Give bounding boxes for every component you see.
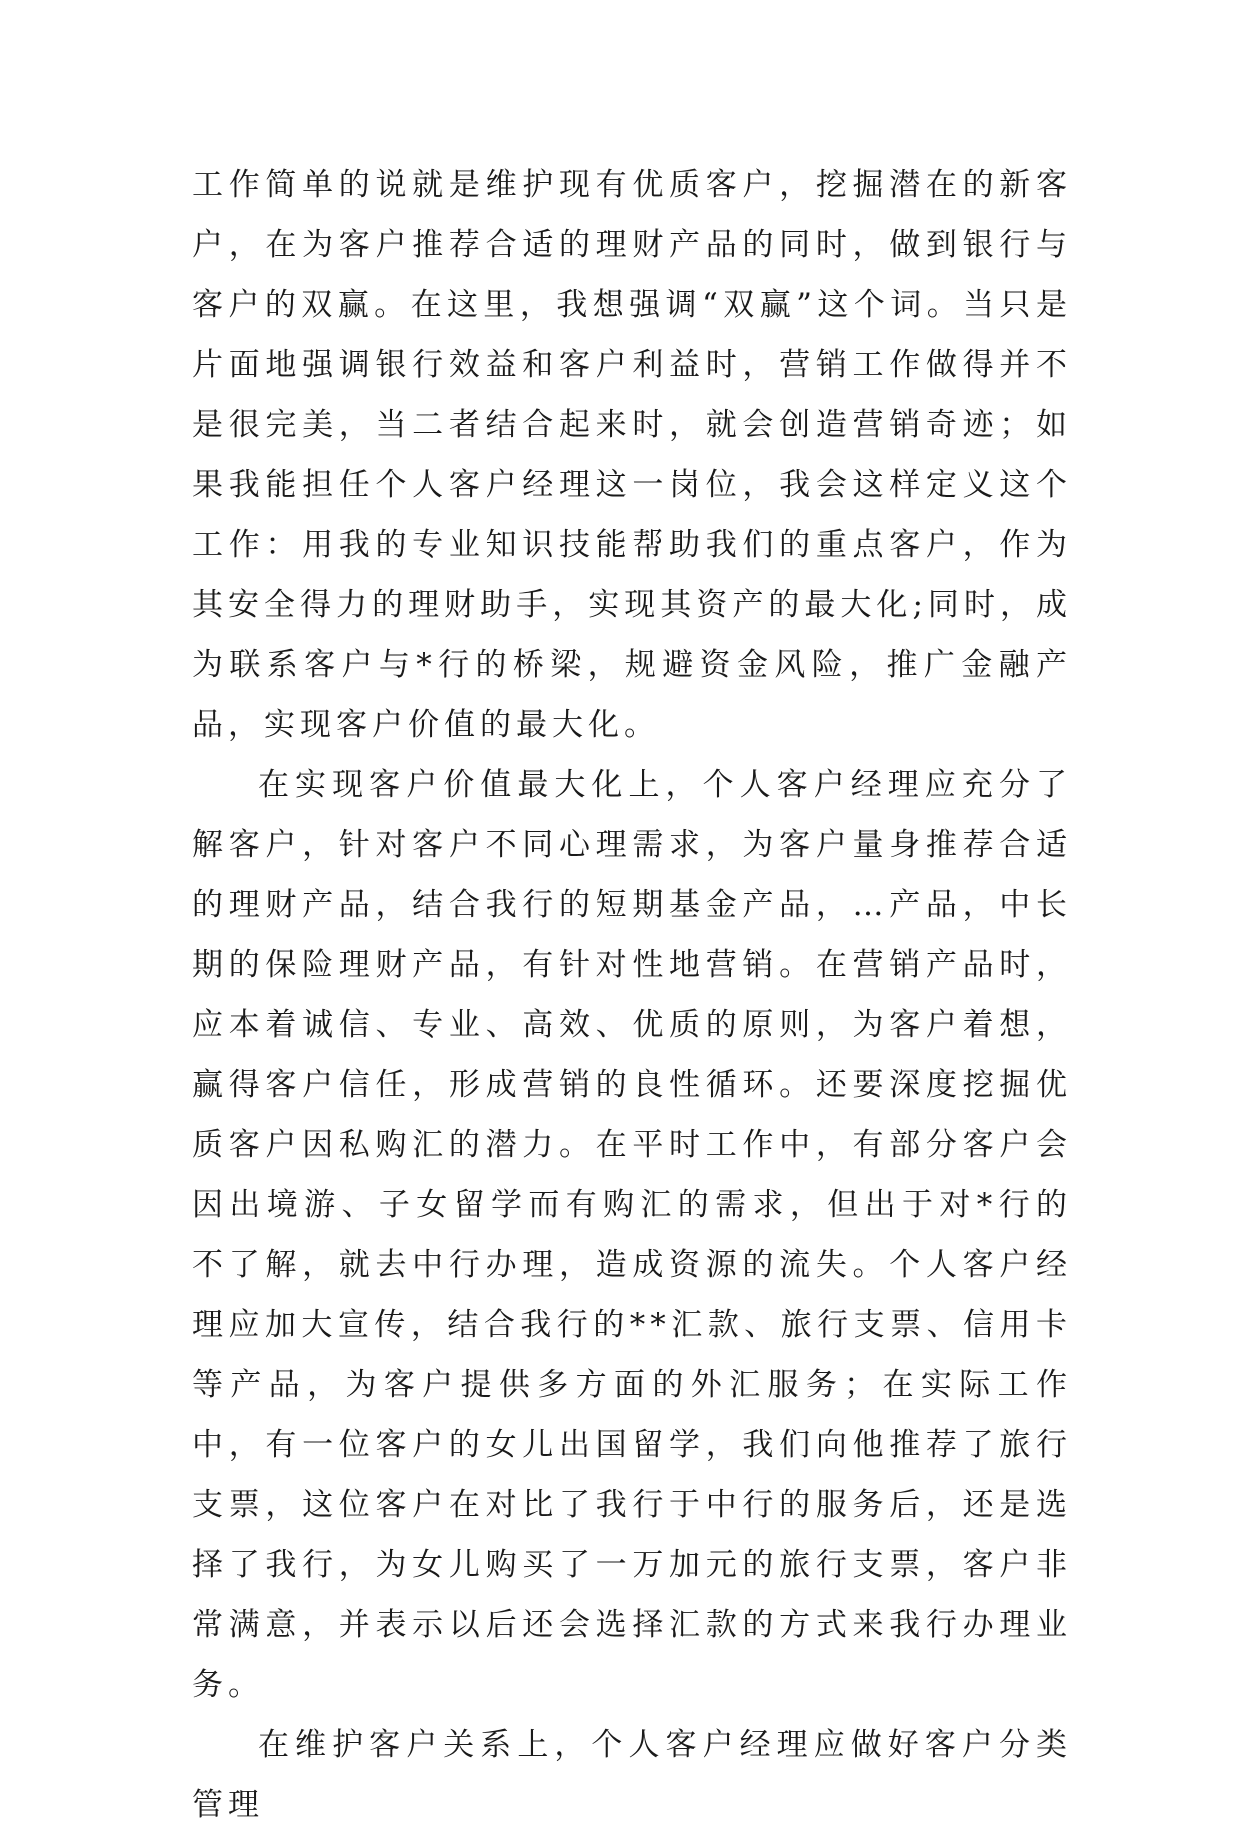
paragraph-customer-relations: 在维护客户关系上，个人客户经理应做好客户分类管理 [192,1727,1072,1823]
body-text [192,155,1072,1835]
paragraph-continuation: 工作简单的说就是维护现有优质客户，挖掘潜在的新客户，在为客户推荐合适的理财产品的同时，做到银行与客户的双赢。在这里，我想强调“双赢”这个词。当只是片面地强调银行效益和客户利益时，营销工作做得并不是很完美，当二者结合起来时，就会创造营销奇迹；如果我能担任个人客户经理这一岗位，我会这样定义这个工作：用我的专业知识技能帮助我们的重点客户，作为其安全得力的理财助手，实现其资产的最大化;同时，成为联系客户与*行的桥梁，规避资金风险，推广金融产品，实现客户价值的最大化。 [192,167,1072,743]
paragraph-customer-value: 在实现客户价值最大化上，个人客户经理应充分了解客户，针对客户不同心理需求，为客户量身推荐合适的理财产品，结合我行的短期基金产品，…产品，中长期的保险理财产品，有针对性地营销。在营销产品时，应本着诚信、专业、高效、优质的原则，为客户着想，赢得客户信任，形成营销的良性循环。还要深度挖掘优质客户因私购汇的潜力。在平时工作中，有部分客户会因出境游、子女留学而有购汇的需求，但出于对*行的不了解，就去中行办理，造成资源的流失。个人客户经理应加大宣传，结合我行的**汇款、旅行支票、信用卡等产品，为客户提供多方面的外汇服务；在实际工作中，有一位客户的女儿出国留学，我们向他推荐了旅行支票，这位客户在对比了我行于中行的服务后，还是选择了我行，为女儿购买了一万加元的旅行支票，客户非常满意，并表示以后还会选择汇款的方式来我行办理业务。 [192,767,1072,1703]
